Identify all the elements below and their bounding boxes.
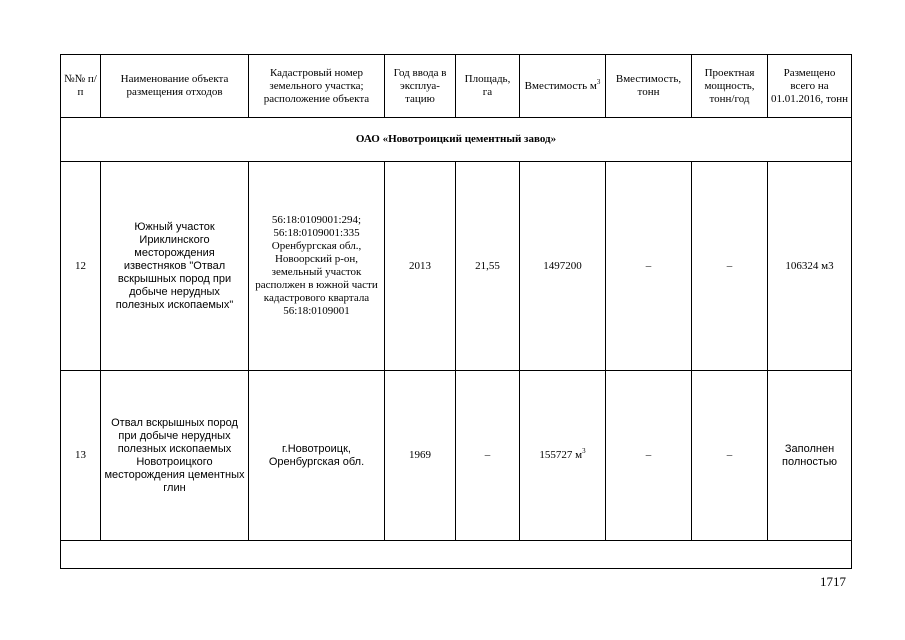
row-cadastre: г.Новотроицк, Оренбургская обл. — [249, 371, 385, 541]
row-area: 21,55 — [456, 162, 520, 371]
row-capacity-m3 — [520, 371, 606, 541]
row-area: – — [456, 371, 520, 541]
row-capacity-m3-value: 1497200 — [543, 259, 582, 272]
header-capacity-m3-sup: 3 — [596, 77, 601, 86]
blank-row — [61, 541, 852, 569]
row-year: 1969 — [385, 371, 456, 541]
row-capacity-m3-unit: 3 — [582, 447, 586, 455]
waste-facilities-table — [60, 54, 852, 569]
header-area: Площадь, га — [456, 55, 520, 118]
row-power: – — [692, 371, 768, 541]
row-cadastre: 56:18:0109001:294; 56:18:0109001:335 Оренбургская обл., Новоорский р-он, земельный участок располжен в южной части кадастрового квартала 56:18:0109001 — [249, 162, 385, 371]
blank-cell — [61, 541, 852, 569]
row-name: Отвал вскрышных пород при добыче нерудных полезных ископаемых Новотроицкого месторождения цементных глин — [101, 371, 249, 541]
header-row — [61, 55, 852, 118]
header-capacity-t: Вместимость, тонн — [606, 55, 692, 118]
organization-row — [61, 118, 852, 162]
row-year: 2013 — [385, 162, 456, 371]
header-capacity-m3-label: Вместимость м — [524, 79, 597, 92]
row-name: Южный участок Ириклинского месторождения известняков "Отвал вскрышных пород при добыче нерудных полезных ископаемых" — [101, 162, 249, 371]
page-number: 1717 — [820, 574, 846, 589]
header-power: Проектная мощность, тонн/год — [692, 55, 768, 118]
row-num: 13 — [61, 371, 101, 541]
row-num: 12 — [61, 162, 101, 371]
row-placed: 106324 м3 — [768, 162, 852, 371]
row-power: – — [692, 162, 768, 371]
row-capacity-t: – — [606, 371, 692, 541]
header-num: №№ п/п — [61, 55, 101, 118]
row-placed: Заполнен полностью — [768, 371, 852, 541]
table-row — [61, 371, 852, 541]
table-row — [61, 162, 852, 371]
header-placed: Размещено всего на 01.01.2016, тонн — [768, 55, 852, 118]
row-capacity-m3 — [520, 162, 606, 371]
header-capacity-m3 — [520, 55, 606, 118]
header-name: Наименование объекта размещения отходов — [101, 55, 249, 118]
row-capacity-t: – — [606, 162, 692, 371]
row-capacity-m3-value: 155727 м — [539, 449, 583, 461]
organization-name: ОАО «Новотроицкий цементный завод» — [61, 118, 852, 162]
header-year: Год ввода в эксплуа-тацию — [385, 55, 456, 118]
header-cadastre: Кадастровый номер земельного участка; расположение объекта — [249, 55, 385, 118]
